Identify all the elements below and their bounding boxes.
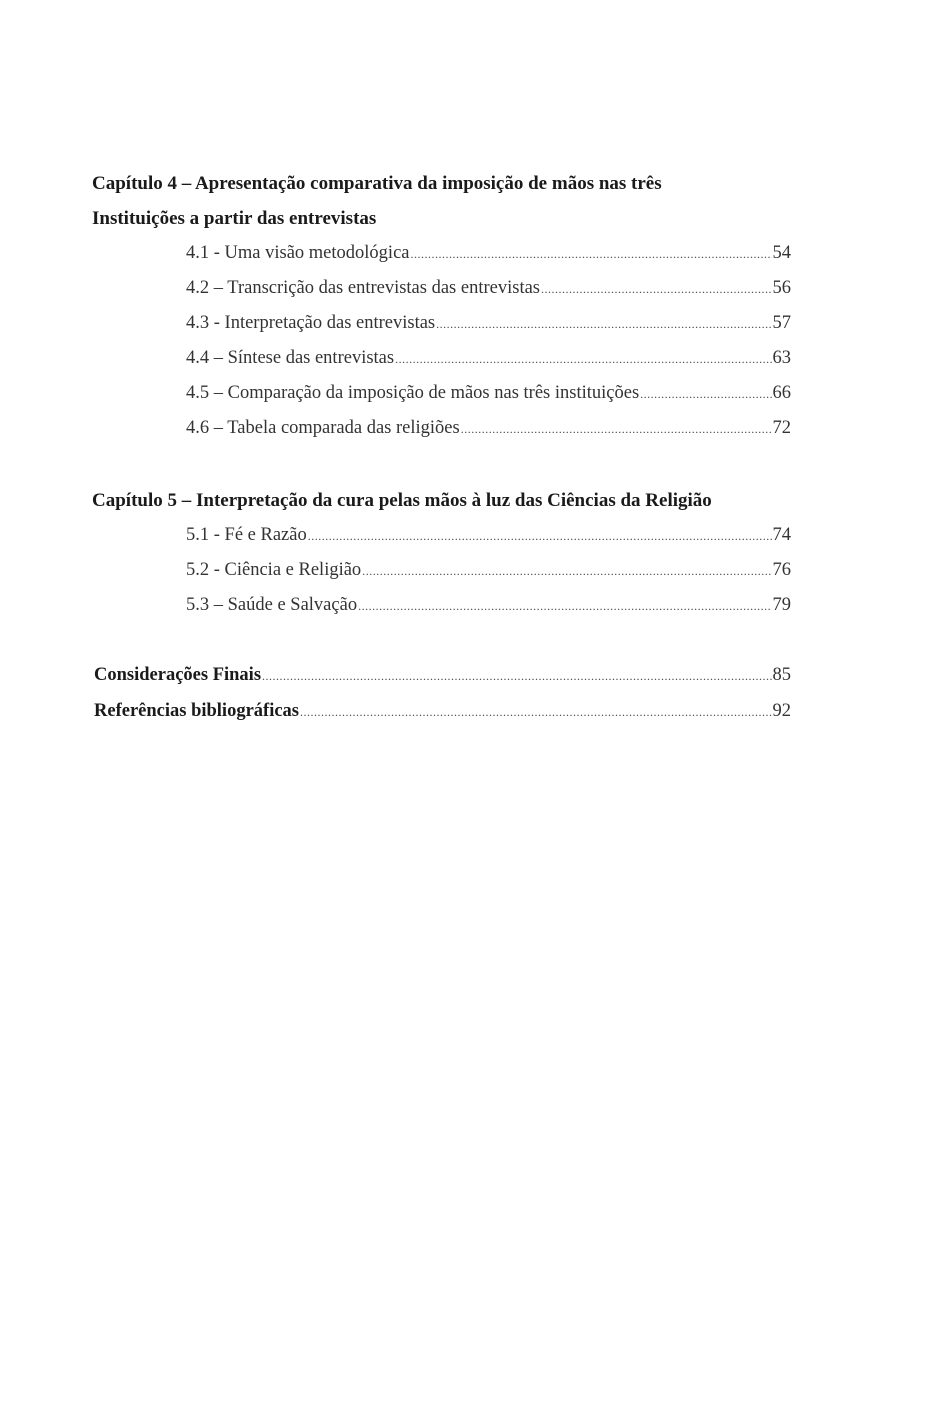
toc-page-number: 72 [772,418,791,438]
dot-leader [640,388,771,400]
chapter-4-heading-line-2: Instituições a partir das entrevistas [92,208,377,229]
toc-entry-4-5 [186,384,791,403]
toc-entry-label: 4.5 – Comparação da imposição de mãos nas três instituições [186,383,640,403]
toc-page-number: 85 [772,665,791,685]
toc-entry-4-4 [186,349,791,368]
dot-leader [395,353,771,365]
dot-leader [461,423,772,435]
chapter-4-heading-line-1: Capítulo 4 – Apresentação comparativa da imposição de mãos nas três [92,173,662,194]
toc-page-number: 63 [772,348,791,368]
toc-entry-5-1 [186,526,791,545]
toc-page-number: 57 [772,313,791,333]
toc-page-number: 92 [772,701,791,721]
toc-entry-referencias [94,702,791,721]
toc-entry-label: 5.1 - Fé e Razão [186,525,307,545]
dot-leader [436,318,771,330]
toc-entry-4-3 [186,314,791,333]
toc-entry-label: 5.2 - Ciência e Religião [186,560,362,580]
toc-entry-label: 4.4 – Síntese das entrevistas [186,348,395,368]
toc-entry-4-2 [186,279,791,298]
chapter-5-heading: Capítulo 5 – Interpretação da cura pelas mãos à luz das Ciências da Religião [92,490,712,511]
toc-entry-5-3 [186,596,791,615]
toc-page-number: 66 [772,383,791,403]
toc-entry-label: Referências bibliográficas [94,701,299,721]
toc-entry-5-2 [186,561,791,580]
dot-leader [308,530,772,542]
dot-leader [411,248,772,260]
toc-page-number: 79 [772,595,791,615]
dot-leader [362,565,771,577]
toc-entry-consideracoes-finais [94,666,791,685]
toc-entry-label: 4.1 - Uma visão metodológica [186,243,410,263]
dot-leader [358,600,771,612]
toc-entry-label: 4.6 – Tabela comparada das religiões [186,418,460,438]
dot-leader [262,670,771,682]
toc-entry-label: 4.2 – Transcrição das entrevistas das entrevistas [186,278,540,298]
toc-page-number: 76 [772,560,791,580]
toc-page-number: 56 [772,278,791,298]
toc-page-number: 54 [772,243,791,263]
toc-entry-label: Considerações Finais [94,665,262,685]
toc-entry-label: 4.3 - Interpretação das entrevistas [186,313,436,333]
toc-entry-label: 5.3 – Saúde e Salvação [186,595,358,615]
toc-entry-4-6 [186,419,791,438]
dot-leader [300,706,772,718]
dot-leader [541,283,772,295]
toc-page-number: 74 [772,525,791,545]
toc-entry-4-1 [186,244,791,263]
